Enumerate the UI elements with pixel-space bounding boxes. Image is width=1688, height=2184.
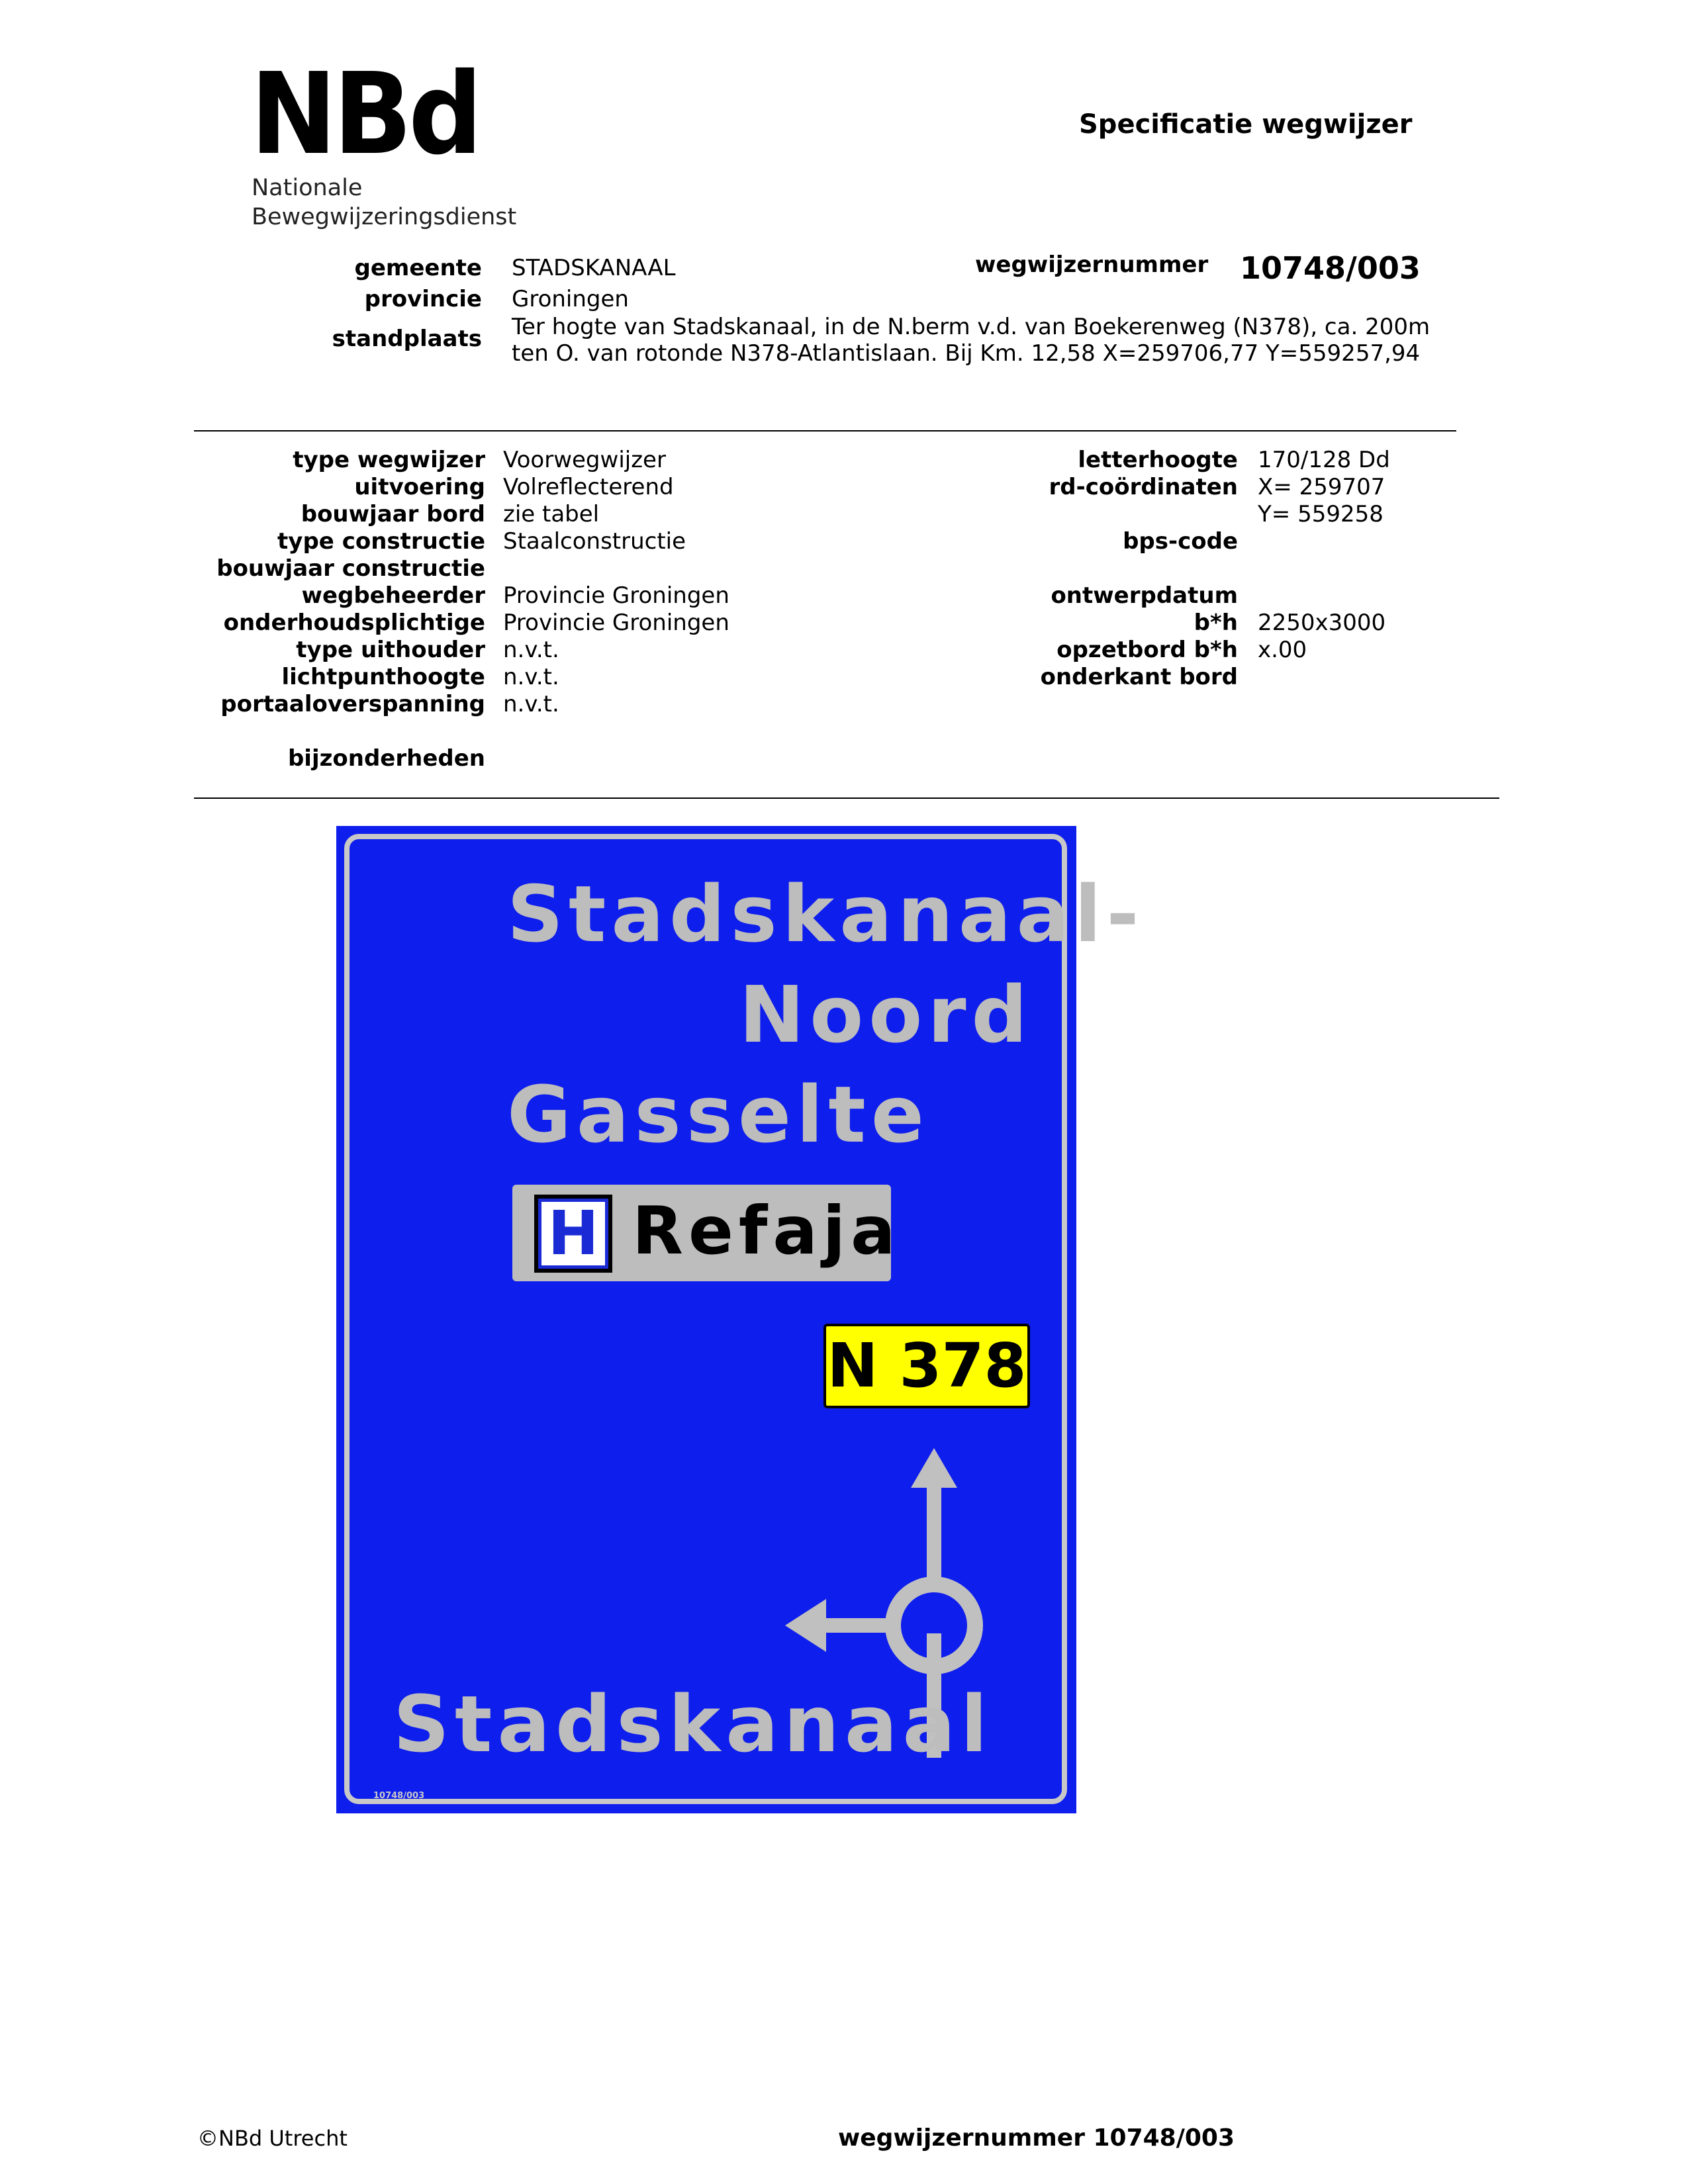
spec-label: onderhoudsplichtige <box>223 610 485 636</box>
spec-label: portaaloverspanning <box>220 691 485 717</box>
spec-label: type constructie <box>277 528 485 555</box>
spec-value: 2250x3000 <box>1258 610 1386 636</box>
standplaats-label: standplaats <box>332 326 482 352</box>
spec-value: zie tabel <box>503 501 600 527</box>
hospital-name: Refaja <box>632 1192 901 1269</box>
bijzonderheden-label: bijzonderheden <box>287 745 485 772</box>
road-number-panel: N 378 <box>823 1324 1030 1408</box>
spec-label: opzetbord b*h <box>1056 637 1238 663</box>
wegwijzernummer-value: 10748/003 <box>1240 250 1421 286</box>
spec-label: wegbeheerder <box>301 582 485 609</box>
spacer <box>194 718 485 745</box>
spec-value: Y= 559258 <box>1258 501 1383 527</box>
gemeente-value: STADSKANAAL <box>512 255 676 281</box>
spec-value: x.00 <box>1258 637 1307 663</box>
spec-value: n.v.t. <box>503 664 559 690</box>
specs-right-values <box>1258 447 1456 691</box>
gemeente-label: gemeente <box>354 255 482 281</box>
footer-number: wegwijzernummer 10748/003 <box>838 2124 1235 2152</box>
sign-destination-2: Noord <box>739 969 1033 1060</box>
spec-value: X= 259707 <box>1258 474 1385 500</box>
spec-label: bouwjaar constructie <box>216 555 485 582</box>
spec-value: Provincie Groningen <box>503 610 729 636</box>
spec-label: onderkant bord <box>1040 664 1238 690</box>
sign-destination-3: Gasselte <box>507 1069 929 1160</box>
provincie-label: provincie <box>364 286 482 312</box>
spec-value: Voorwegwijzer <box>503 447 666 473</box>
spec-value <box>503 555 821 582</box>
logo-line-1: Nationale <box>252 175 363 201</box>
wegwijzernummer-label: wegwijzernummer <box>975 251 1209 278</box>
specs-left-labels <box>194 447 485 772</box>
sign-code: 10748/003 <box>373 1791 425 1801</box>
spec-value <box>1258 528 1456 555</box>
standplaats-line-1: Ter hogte van Stadskanaal, in de N.berm v.d. van Boekerenweg (N378), ca. 200m <box>512 314 1430 340</box>
spec-value: Volreflecterend <box>503 474 674 500</box>
sign-destination-1: Stadskanaal- <box>507 868 1145 960</box>
spec-value: n.v.t. <box>503 637 559 663</box>
spec-value <box>1258 555 1456 582</box>
spec-value: Staalconstructie <box>503 528 686 555</box>
spec-label <box>980 501 1238 528</box>
divider-top <box>194 430 1456 432</box>
specs-right-labels <box>980 447 1238 691</box>
document-title: Specificatie wegwijzer <box>1079 109 1413 140</box>
spec-label: bps-code <box>1123 528 1238 555</box>
spec-value: Provincie Groningen <box>503 582 729 609</box>
logo-subtitle <box>252 173 516 232</box>
divider-bottom <box>194 797 1499 799</box>
spec-value <box>1258 664 1456 691</box>
sign-destination-bottom: Stadskanaal <box>393 1678 993 1770</box>
spec-label: b*h <box>1194 610 1238 636</box>
spec-value: n.v.t. <box>503 691 559 717</box>
provincie-value: Groningen <box>512 286 629 312</box>
spec-label: ontwerpdatum <box>1051 582 1238 609</box>
spec-value: 170/128 Dd <box>1258 447 1390 473</box>
spec-label: type wegwijzer <box>293 447 485 473</box>
logo-line-2: Bewegwijzeringsdienst <box>252 204 517 230</box>
hospital-icon-letter: H <box>541 1202 605 1265</box>
spec-value <box>1258 582 1456 610</box>
roundabout-arrow-icon <box>336 826 1076 1813</box>
spec-label: uitvoering <box>354 474 485 500</box>
nbd-logo: NBd <box>250 49 479 180</box>
standplaats-line-2: ten O. van rotonde N378-Atlantislaan. Bij Km. 12,58 X=259706,77 Y=559257,94 <box>512 340 1421 367</box>
spec-label: type uithouder <box>296 637 485 663</box>
spec-label: letterhoogte <box>1078 447 1238 473</box>
spec-label: rd-coördinaten <box>1049 474 1238 500</box>
spec-label <box>980 555 1238 582</box>
spec-label: lichtpunthoogte <box>281 664 485 690</box>
spec-label: bouwjaar bord <box>301 501 485 527</box>
specs-left-values <box>503 447 821 718</box>
footer-copyright: ©NBd Utrecht <box>197 2126 348 2151</box>
